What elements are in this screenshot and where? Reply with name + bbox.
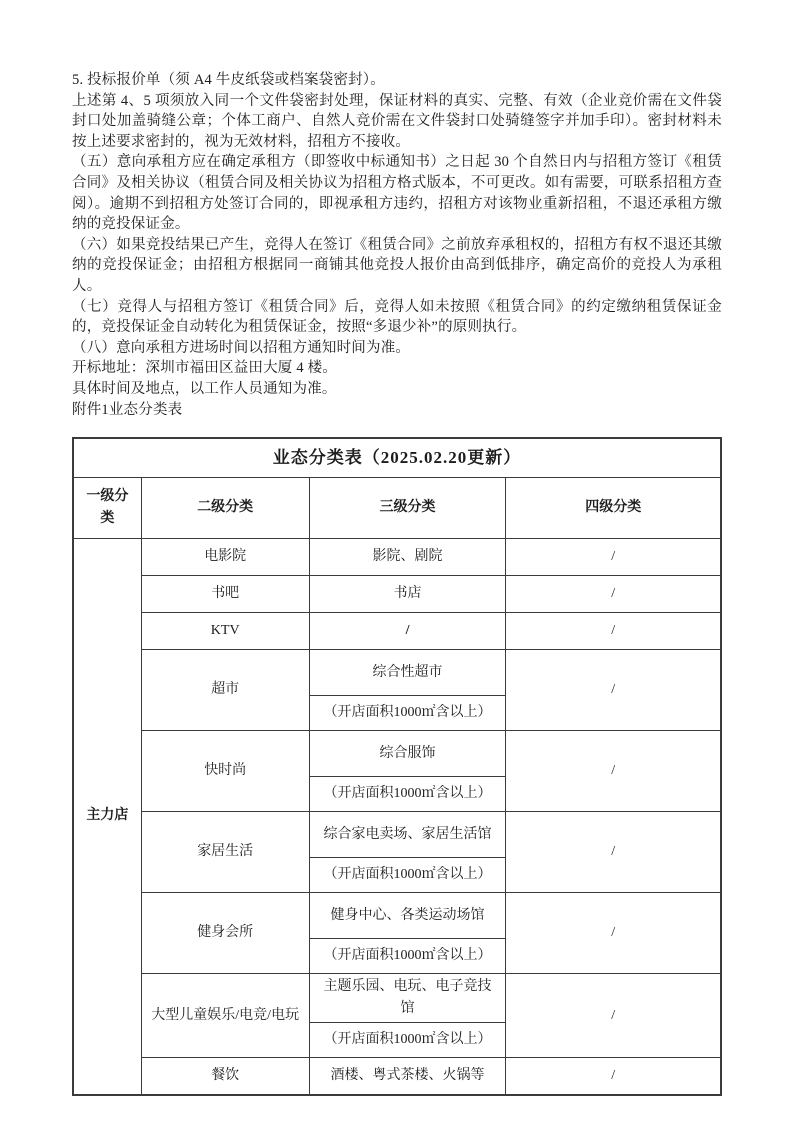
paragraph-clause-6: （六）如果竞投结果已产生，竞得人在签订《租赁合同》之前放弃承租权的，招租方有权不退还其缴纳的竞投保证金；由招租方根据同一商铺其他竞投人报价由高到低排序，确定高价的竞投人为承租人。 — [72, 236, 722, 294]
level3-cell: 综合服饰 — [309, 731, 506, 777]
paragraph-time-place-notice: 具体时间及地点，以工作人员通知为准。 — [72, 380, 337, 397]
table-row — [73, 731, 721, 777]
level4-cell: / — [506, 974, 721, 1058]
level4-cell: / — [506, 731, 721, 812]
level2-cell: 快时尚 — [141, 731, 309, 812]
classification-table — [72, 437, 722, 1096]
paragraph-bid-quote-item: 5. 投标报价单（须 A4 牛皮纸袋或档案袋密封）。 — [72, 72, 385, 88]
level3-subcell: （开店面积1000㎡含以上） — [309, 696, 506, 731]
level1-cell: 主力店 — [73, 539, 141, 1095]
table-row — [73, 539, 721, 576]
level3-subcell: （开店面积1000㎡含以上） — [309, 939, 506, 974]
level3-cell: 书店 — [309, 576, 506, 613]
column-header-level4: 四级分类 — [506, 478, 721, 539]
level2-cell: 电影院 — [141, 539, 309, 576]
table-row — [73, 974, 721, 1023]
level2-cell: 大型儿童娱乐/电竞/电玩 — [141, 974, 309, 1058]
level3-cell: 影院、剧院 — [309, 539, 506, 576]
level4-cell: / — [506, 1058, 721, 1095]
level2-cell: 超市 — [141, 650, 309, 731]
paragraph-clause-8: （八）意向承租方进场时间以招租方通知时间为准。 — [72, 339, 411, 356]
level3-cell: 综合家电卖场、家居生活馆 — [309, 812, 506, 858]
level2-cell: 餐饮 — [141, 1058, 309, 1095]
level3-cell: 综合性超市 — [309, 650, 506, 696]
level2-cell: 书吧 — [141, 576, 309, 613]
paragraph-bid-opening-address: 开标地址：深圳市福田区益田大厦 4 楼。 — [72, 360, 337, 377]
table-header-row — [73, 478, 721, 539]
paragraph-sealing-requirements: 上述第 4、5 项须放入同一个文件袋密封处理，保证材料的真实、完整、有效（企业竞价需在文件袋封口处加盖骑缝公章；个体工商户、自然人竞价需在文件袋封口处骑缝签字并加手印）。密封材料未按上述要求密封的，视为无效材料，招租方不接收。 — [72, 92, 722, 150]
attachment-1-label: 附件1业态分类表 — [72, 401, 183, 418]
table-row — [73, 576, 721, 613]
level3-subcell: （开店面积1000㎡含以上） — [309, 777, 506, 812]
level4-cell: / — [506, 893, 721, 974]
table-row — [73, 613, 721, 650]
level2-cell: 家居生活 — [141, 812, 309, 893]
level2-cell: 健身会所 — [141, 893, 309, 974]
level2-cell: KTV — [141, 613, 309, 650]
level4-cell: / — [506, 650, 721, 731]
level3-cell: / — [309, 613, 506, 650]
table-row — [73, 1058, 721, 1095]
level3-subcell: （开店面积1000㎡含以上） — [309, 858, 506, 893]
document-body — [72, 70, 722, 420]
level4-cell: / — [506, 539, 721, 576]
classification-table-body — [73, 539, 721, 1095]
level3-cell: 主题乐园、电玩、电子竞技馆 — [309, 974, 506, 1023]
level3-subcell: （开店面积1000㎡含以上） — [309, 1023, 506, 1058]
table-row — [73, 893, 721, 939]
table-row — [73, 650, 721, 696]
column-header-level3: 三级分类 — [309, 478, 506, 539]
table-row — [73, 812, 721, 858]
table-title: 业态分类表（2025.02.20更新） — [73, 438, 721, 478]
column-header-level2: 二级分类 — [141, 478, 309, 539]
level4-cell: / — [506, 613, 721, 650]
paragraph-clause-5: （五）意向承租方应在确定承租方（即签收中标通知书）之日起 30 个自然日内与招租方签订《租赁合同》及相关协议（租赁合同及相关协议为招租方格式版本，不可更改。如有需要，可联系招租方查阅）。逾期不到招租方处签订合同的，即视承租方违约，招租方对该物业重新招租，不退还承租方缴纳的竞投保证金。 — [72, 154, 722, 233]
level4-cell: / — [506, 576, 721, 613]
level3-cell: 酒楼、粤式茶楼、火锅等 — [309, 1058, 506, 1095]
level4-cell: / — [506, 812, 721, 893]
table-title-row — [73, 438, 721, 478]
paragraph-clause-7: （七）竞得人与招租方签订《租赁合同》后，竞得人如未按照《租赁合同》的约定缴纳租赁保证金的，竞投保证金自动转化为租赁保证金，按照“多退少补”的原则执行。 — [72, 298, 722, 336]
column-header-level1: 一级分类 — [73, 478, 141, 539]
level3-cell: 健身中心、各类运动场馆 — [309, 893, 506, 939]
